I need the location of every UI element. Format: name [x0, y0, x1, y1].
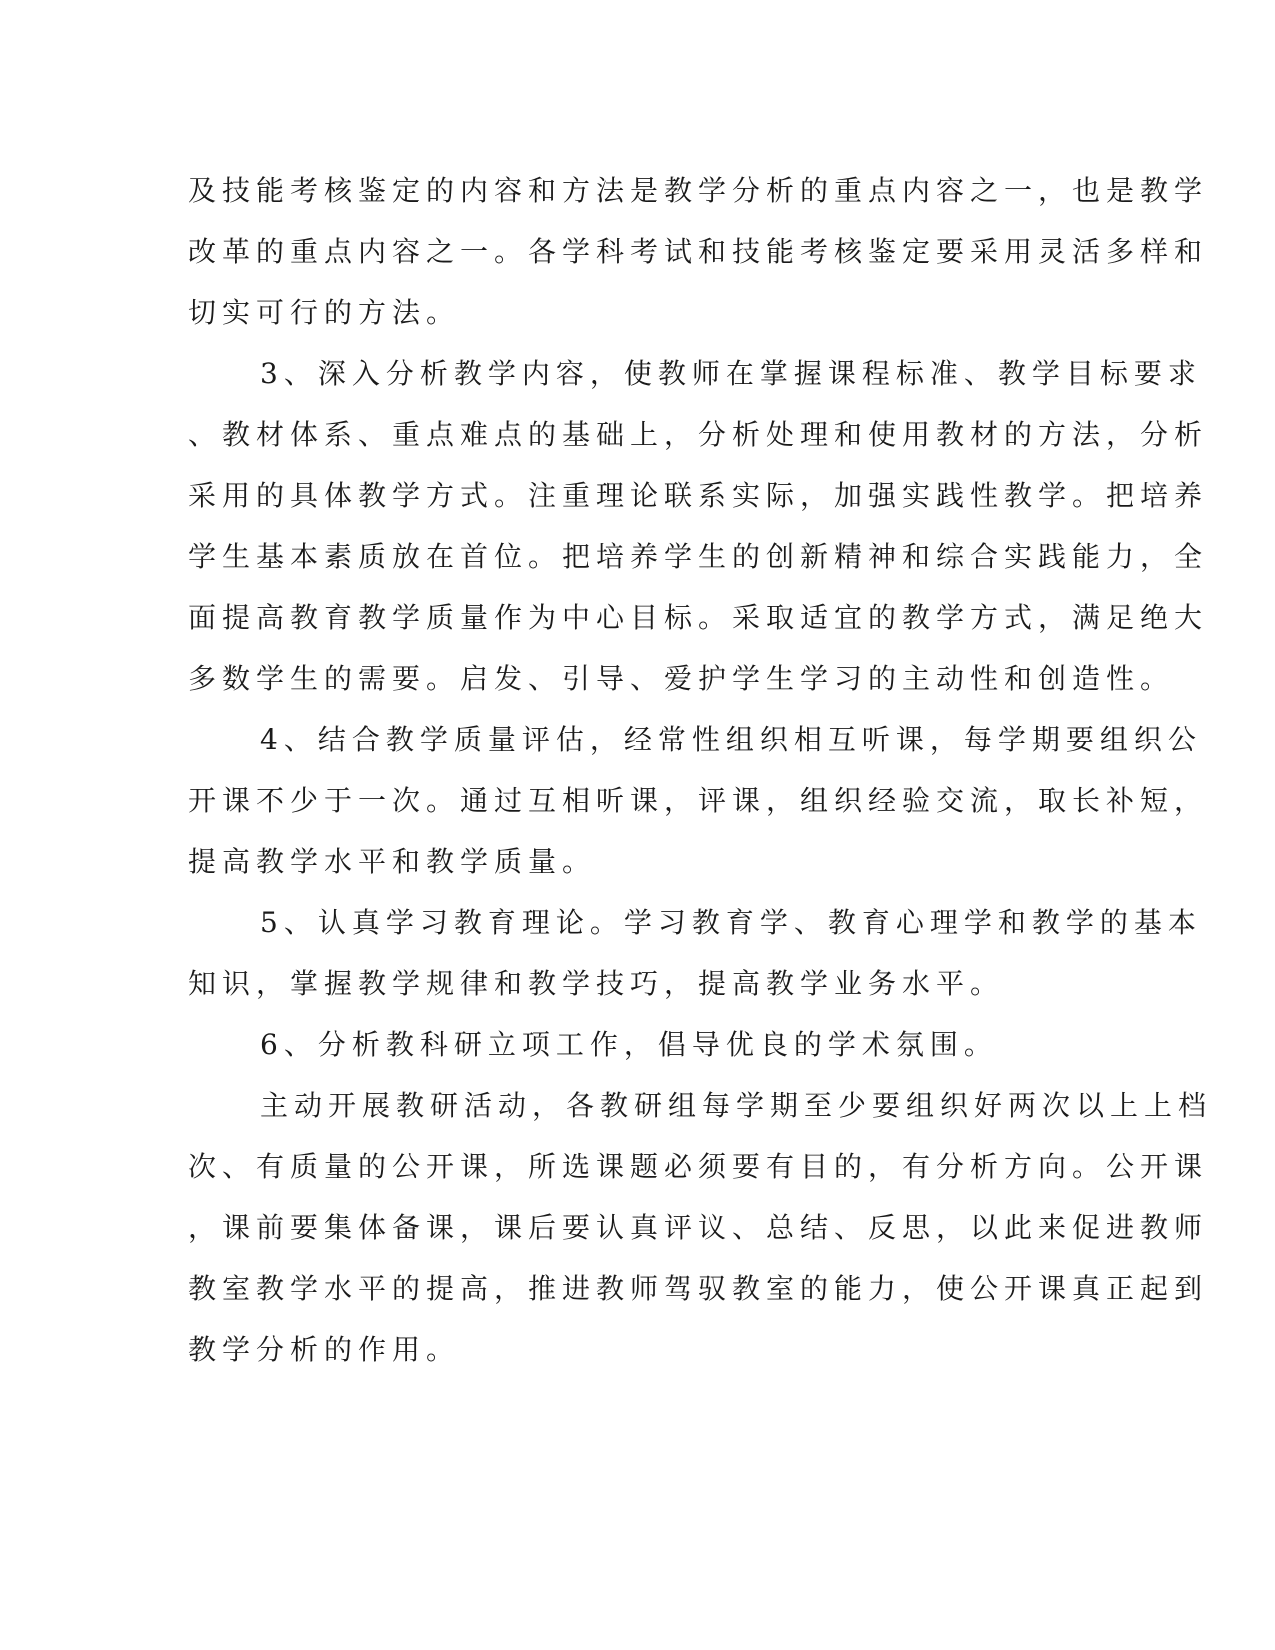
- text-line: 多数学生的需要。启发、引导、爱护学生学习的主动性和创造性。: [188, 662, 1175, 695]
- text-line: 5、认真学习教育理论。学习教育学、教育心理学和教学的基本: [260, 906, 1202, 939]
- text-line: 提高教学水平和教学质量。: [188, 845, 597, 878]
- text-line: ，课前要集体备课，课后要认真评议、总结、反思，以此来促进教师: [188, 1211, 1209, 1244]
- text-line: 主动开展教研活动，各教研组每学期至少要组织好两次以上上档: [260, 1089, 1213, 1122]
- text-line: 开课不少于一次。通过互相听课，评课，组织经验交流，取长补短，: [188, 784, 1209, 817]
- text-line: 6、分析教科研立项工作，倡导优良的学术氛围。: [260, 1028, 998, 1061]
- text-line: 4、结合教学质量评估，经常性组织相互听课，每学期要组织公: [260, 723, 1202, 756]
- text-line: 教学分析的作用。: [188, 1333, 461, 1366]
- text-line: 知识，掌握教学规律和教学技巧，提高教学业务水平。: [188, 967, 1005, 1000]
- text-line: 、教材体系、重点难点的基础上，分析处理和使用教材的方法，分析: [188, 418, 1209, 451]
- text-line: 教室教学水平的提高，推进教师驾驭教室的能力，使公开课真正起到: [188, 1272, 1209, 1305]
- body-text: [188, 160, 1213, 1380]
- text-line: 面提高教育教学质量作为中心目标。采取适宜的教学方式，满足绝大: [188, 601, 1209, 634]
- text-line: 切实可行的方法。: [188, 296, 461, 329]
- text-line: 改革的重点内容之一。各学科考试和技能考核鉴定要采用灵活多样和: [188, 235, 1209, 268]
- text-line: 采用的具体教学方式。注重理论联系实际，加强实践性教学。把培养: [188, 479, 1209, 512]
- text-line: 次、有质量的公开课，所选课题必须要有目的，有分析方向。公开课: [188, 1150, 1209, 1183]
- text-line: 学生基本素质放在首位。把培养学生的创新精神和综合实践能力，全: [188, 540, 1209, 573]
- text-line: 及技能考核鉴定的内容和方法是教学分析的重点内容之一，也是教学: [188, 174, 1209, 207]
- text-line: 3、深入分析教学内容，使教师在掌握课程标准、教学目标要求: [260, 357, 1202, 390]
